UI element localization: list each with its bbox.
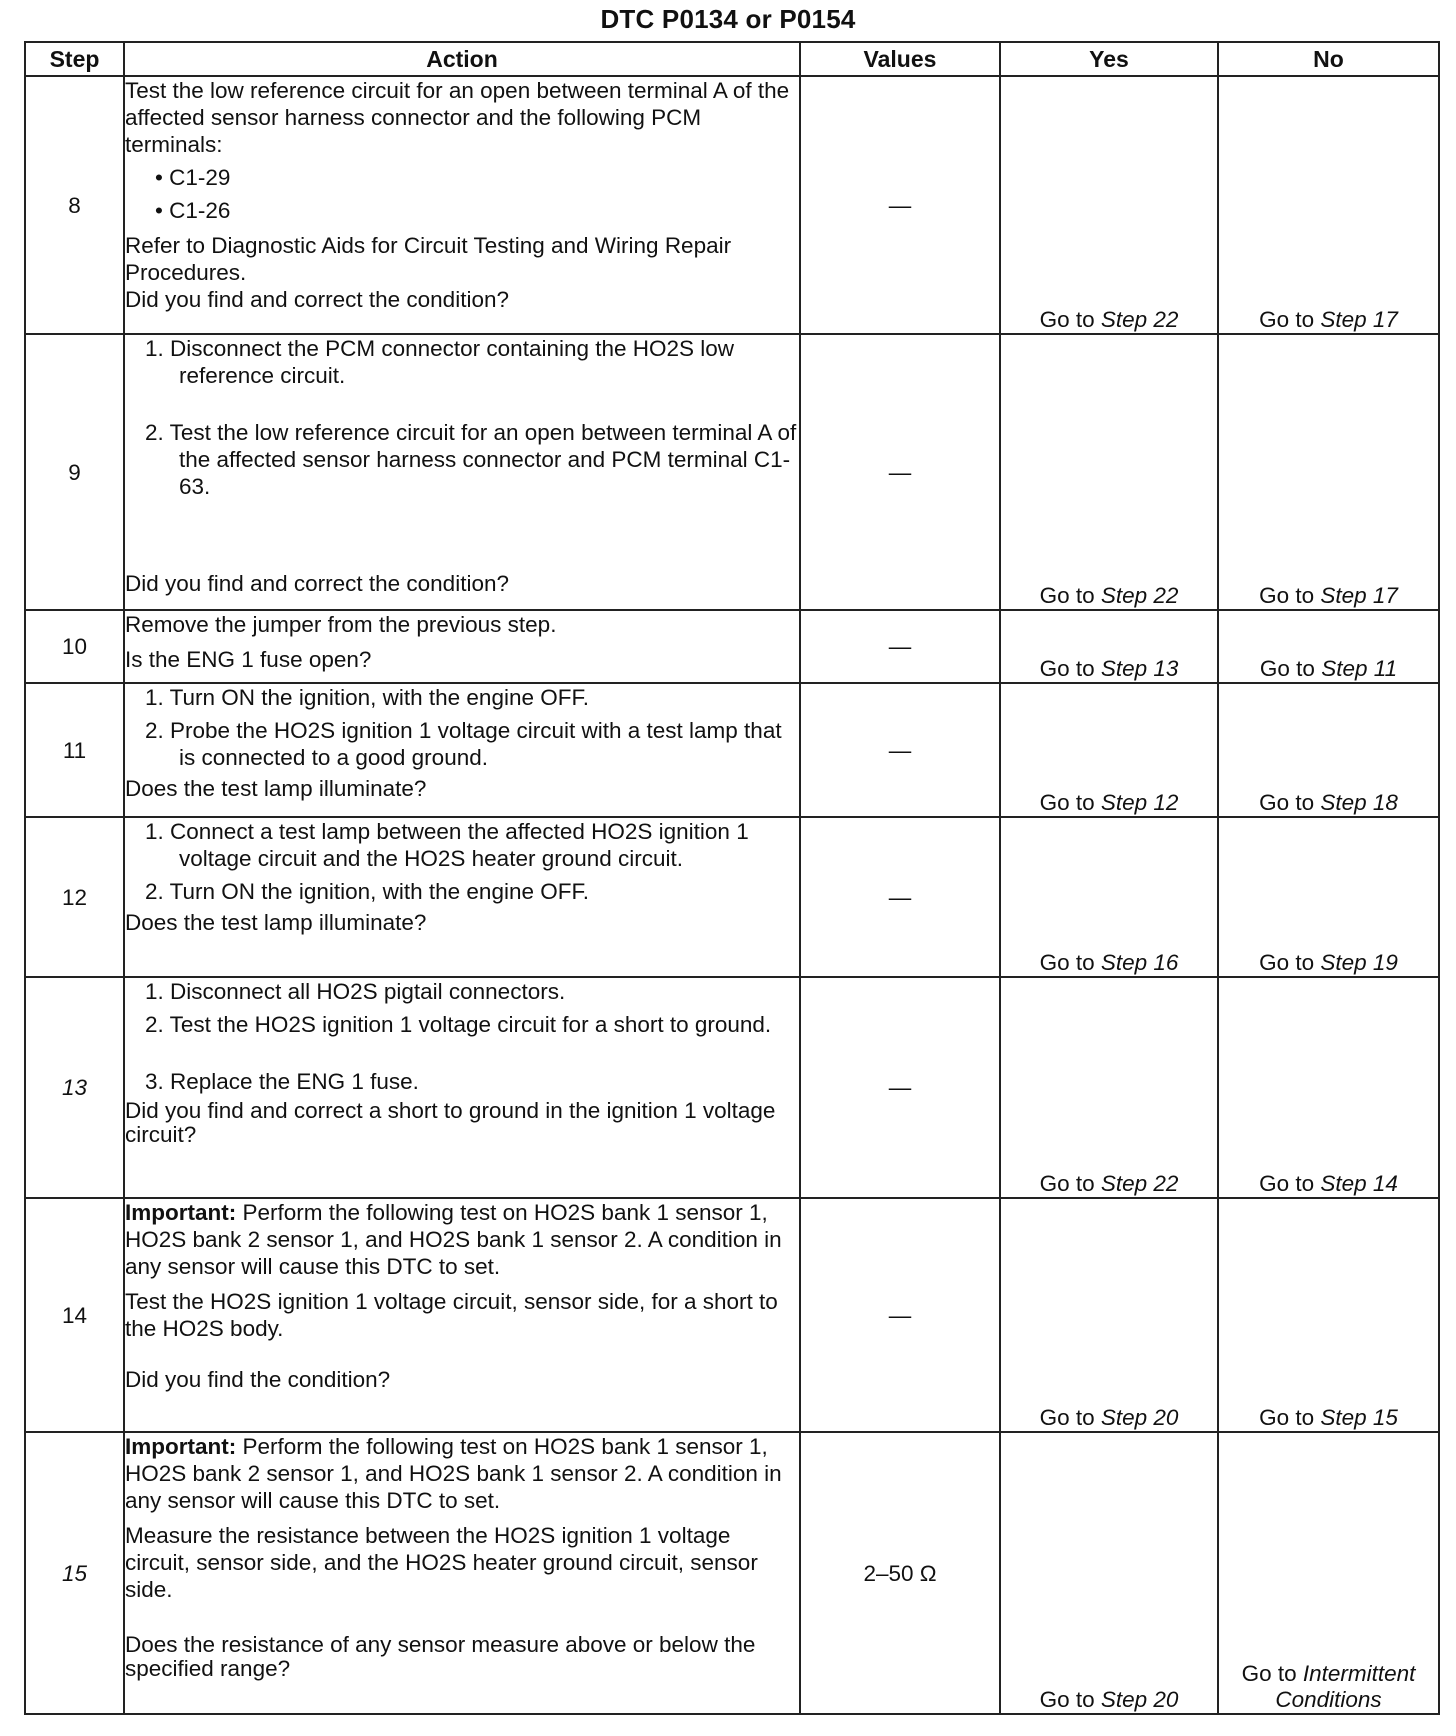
values-cell: —: [800, 76, 1000, 334]
numbered-step: 1. Connect a test lamp between the affected HO2S ignition 1 voltage circuit and the HO2S heater ground circuit.: [145, 819, 749, 871]
action-question: Does the resistance of any sensor measure above or below the specified range?: [125, 1632, 756, 1681]
action-text: Test the low reference circuit for an open between terminal A of the affected sensor harness connector and the following PCM terminals:: [125, 78, 790, 157]
no-cell: Go to Step 19: [1218, 817, 1439, 977]
action-cell: [124, 610, 800, 683]
table-row-step-11: [25, 683, 1439, 817]
yes-cell: Go to Step 22: [1000, 977, 1218, 1198]
action-cell: [124, 1432, 800, 1714]
action-note: Refer to Diagnostic Aids for Circuit Testing and Wiring Repair Procedures.: [125, 233, 732, 285]
yes-cell: Go to Step 16: [1000, 817, 1218, 977]
action-question: Does the test lamp illuminate?: [125, 776, 427, 801]
table-row-step-13: [25, 977, 1439, 1198]
header-step: Step: [25, 42, 124, 76]
action-text: Test the HO2S ignition 1 voltage circuit, sensor side, for a short to the HO2S body.: [125, 1289, 778, 1341]
bullet-item: • C1-29: [155, 165, 231, 190]
no-cell: Go to Intermittent Conditions: [1218, 1432, 1439, 1714]
step-number: 9: [25, 334, 124, 610]
header-action: Action: [124, 42, 800, 76]
numbered-step: 3. Replace the ENG 1 fuse.: [145, 1069, 419, 1094]
numbered-step: 2. Test the HO2S ignition 1 voltage circuit for a short to ground.: [145, 1012, 772, 1037]
action-cell: [124, 817, 800, 977]
action-question: Did you find and correct a short to ground in the ignition 1 voltage circuit?: [125, 1098, 776, 1147]
numbered-step: 1. Turn ON the ignition, with the engine OFF.: [145, 685, 589, 710]
no-cell: Go to Step 11: [1218, 610, 1439, 683]
no-cell: Go to Step 17: [1218, 334, 1439, 610]
numbered-step: 2. Test the low reference circuit for an open between terminal A of the affected sensor harness connector and PCM terminal C1-63.: [145, 420, 797, 499]
numbered-step: 1. Disconnect all HO2S pigtail connectors.: [145, 979, 566, 1004]
action-cell: [124, 1198, 800, 1432]
important-note: Important: Perform the following test on HO2S bank 1 sensor 1, HO2S bank 2 sensor 1, and HO2S bank 1 sensor 2. A condition in any sensor will cause this DTC to set.: [125, 1434, 782, 1513]
action-question: Does the test lamp illuminate?: [125, 910, 427, 935]
table-row-step-10: [25, 610, 1439, 683]
step-number: 8: [25, 76, 124, 334]
header-no: No: [1218, 42, 1439, 76]
no-cell: Go to Step 14: [1218, 977, 1439, 1198]
action-cell: [124, 683, 800, 817]
values-cell: —: [800, 817, 1000, 977]
no-cell: Go to Step 17: [1218, 76, 1439, 334]
bullet-item: • C1-26: [155, 198, 231, 223]
values-cell: —: [800, 610, 1000, 683]
action-cell: [124, 334, 800, 610]
step-number: 11: [25, 683, 124, 817]
action-text: Remove the jumper from the previous step.: [125, 612, 557, 637]
yes-cell: Go to Step 22: [1000, 334, 1218, 610]
numbered-step: 2. Probe the HO2S ignition 1 voltage circuit with a test lamp that is connected to a good ground.: [145, 718, 782, 770]
step-number: 15: [25, 1432, 124, 1714]
values-cell: —: [800, 683, 1000, 817]
step-number: 13: [25, 977, 124, 1198]
diagnostic-table: [24, 41, 1440, 1715]
no-cell: Go to Step 18: [1218, 683, 1439, 817]
values-cell: —: [800, 977, 1000, 1198]
yes-cell: Go to Step 12: [1000, 683, 1218, 817]
action-question: Is the ENG 1 fuse open?: [125, 647, 372, 672]
table-row-step-9: [25, 334, 1439, 610]
step-number: 10: [25, 610, 124, 683]
yes-cell: Go to Step 20: [1000, 1432, 1218, 1714]
no-cell: Go to Step 15: [1218, 1198, 1439, 1432]
values-cell: 2–50 Ω: [800, 1432, 1000, 1714]
action-text: Measure the resistance between the HO2S ignition 1 voltage circuit, sensor side, and the HO2S heater ground circuit, sensor side.: [125, 1523, 758, 1602]
action-question: Did you find and correct the condition?: [125, 287, 509, 312]
numbered-step: 1. Disconnect the PCM connector containing the HO2S low reference circuit.: [145, 336, 735, 388]
table-row-step-15: [25, 1432, 1439, 1714]
table-row-step-14: [25, 1198, 1439, 1432]
table-row-step-8: [25, 76, 1439, 334]
action-cell: [124, 977, 800, 1198]
action-question: Did you find the condition?: [125, 1367, 391, 1392]
yes-cell: Go to Step 22: [1000, 76, 1218, 334]
numbered-step: 2. Turn ON the ignition, with the engine OFF.: [145, 879, 589, 904]
step-number: 12: [25, 817, 124, 977]
page-title: DTC P0134 or P0154: [600, 4, 856, 34]
yes-cell: Go to Step 20: [1000, 1198, 1218, 1432]
values-cell: —: [800, 1198, 1000, 1432]
step-number: 14: [25, 1198, 124, 1432]
table-row-step-12: [25, 817, 1439, 977]
header-values: Values: [800, 42, 1000, 76]
values-cell: —: [800, 334, 1000, 610]
header-yes: Yes: [1000, 42, 1218, 76]
important-note: Important: Perform the following test on HO2S bank 1 sensor 1, HO2S bank 2 sensor 1, and HO2S bank 1 sensor 2. A condition in any sensor will cause this DTC to set.: [125, 1200, 782, 1279]
table-header-row: [25, 42, 1439, 76]
yes-cell: Go to Step 13: [1000, 610, 1218, 683]
action-cell: [124, 76, 800, 334]
action-question: Did you find and correct the condition?: [125, 571, 509, 596]
